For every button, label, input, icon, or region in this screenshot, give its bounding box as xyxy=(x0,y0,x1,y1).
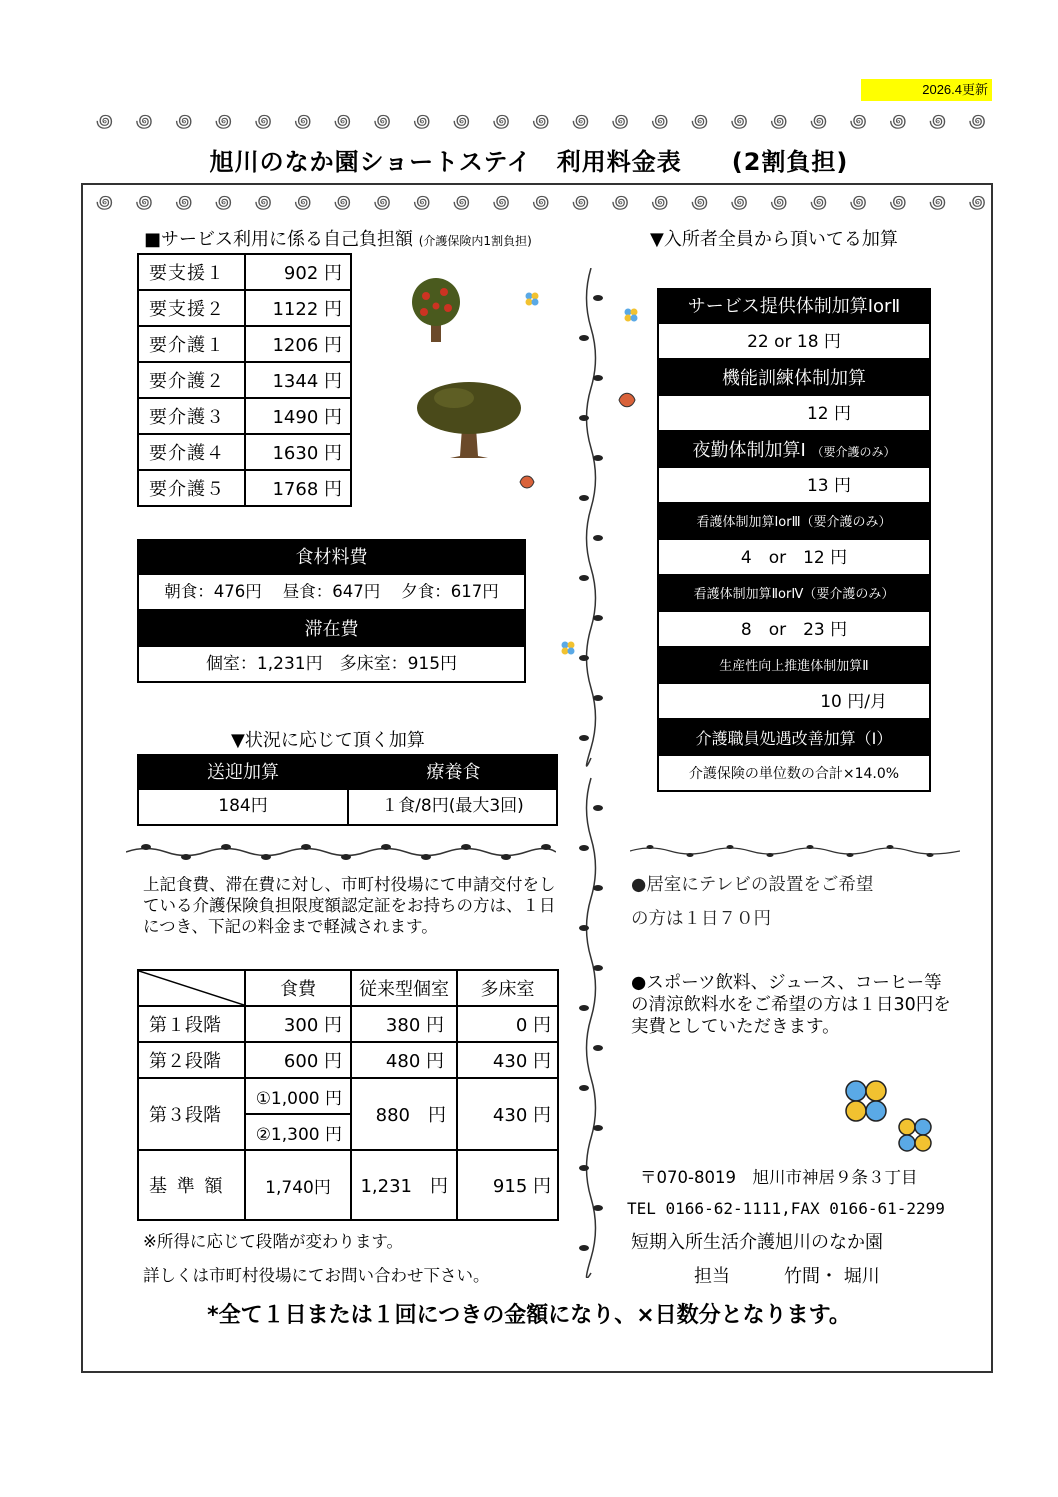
cloud-swirl-icon: ꩜ xyxy=(334,192,352,213)
all-residents-table xyxy=(657,288,931,792)
addition-value: 22 or 18 円 xyxy=(657,324,931,360)
dinner-price: 夕食：617円 xyxy=(401,582,499,601)
leaf-icon xyxy=(616,389,638,415)
addition-header: サービス提供体制加算ⅠorⅡ xyxy=(657,288,931,324)
care-level-fee: 1344 円 xyxy=(245,362,351,398)
cloud-swirl-icon: ꩜ xyxy=(611,111,629,132)
decorative-border-top xyxy=(96,108,986,134)
flower-icon xyxy=(524,291,540,311)
leaf-icon xyxy=(517,472,537,496)
cloud-swirl-icon: ꩜ xyxy=(175,111,193,132)
stage-label: 第１段階 xyxy=(138,1006,245,1042)
footer-note: *全て１日または１回につきの金額になり、×日数分となります。 xyxy=(207,1303,851,1328)
table-row xyxy=(138,398,351,434)
addition-header: 機能訓練体制加算 xyxy=(657,360,931,396)
cloud-swirl-icon: ꩜ xyxy=(611,192,629,213)
cloud-swirl-icon: ꩜ xyxy=(968,192,986,213)
table-row xyxy=(138,362,351,398)
cloud-swirl-icon: ꩜ xyxy=(889,192,907,213)
cloud-swirl-icon: ꩜ xyxy=(492,111,510,132)
stay-header: 滞在費 xyxy=(137,611,526,647)
shared-room-cost: 0 円 xyxy=(457,1006,558,1042)
food-cost: ②1,300 円 xyxy=(245,1114,351,1150)
shared-room-cost: 430 円 xyxy=(457,1042,558,1078)
cloud-swirl-icon: ꩜ xyxy=(572,111,590,132)
cloud-swirl-icon: ꩜ xyxy=(651,192,669,213)
column-header: 多床室 xyxy=(457,970,558,1006)
flower-icon xyxy=(896,1116,934,1158)
shared-room-cost: 430 円 xyxy=(457,1078,558,1150)
diagonal-header-cell xyxy=(138,970,245,1006)
inquiry-note: 詳しくは市町村役場にてお問い合わせ下さい。 xyxy=(143,1266,490,1285)
stage-label: 基 準 額 xyxy=(138,1150,245,1220)
care-level-label: 要介護５ xyxy=(138,470,245,506)
lunch-price: 昼食：647円 xyxy=(282,582,381,601)
table-row xyxy=(138,290,351,326)
care-level-fee: 1122 円 xyxy=(245,290,351,326)
cloud-swirl-icon: ꩜ xyxy=(849,111,867,132)
tv-info-line2: の方は１日７０円 xyxy=(631,909,771,929)
tv-info-line1: ●居室にテレビの設置をご希望 xyxy=(631,875,874,895)
cloud-swirl-icon: ꩜ xyxy=(810,192,828,213)
cloud-swirl-icon: ꩜ xyxy=(453,111,471,132)
addition-value: 10 円/月 xyxy=(657,684,931,720)
table-row xyxy=(138,1078,558,1114)
cloud-swirl-icon: ꩜ xyxy=(770,192,788,213)
cloud-swirl-icon: ꩜ xyxy=(254,192,272,213)
care-level-label: 要介護３ xyxy=(138,398,245,434)
food-cost: 1,740円 xyxy=(245,1150,351,1220)
table-row xyxy=(138,1006,558,1042)
flower-icon xyxy=(843,1078,889,1128)
breakfast-price: 朝食：476円 xyxy=(164,582,262,601)
facility-name: 短期入所生活介護旭川のなか園 xyxy=(631,1232,883,1253)
cloud-swirl-icon: ꩜ xyxy=(889,111,907,132)
private-room-cost: 380 円 xyxy=(351,1006,457,1042)
cloud-swirl-icon: ꩜ xyxy=(135,111,153,132)
cloud-swirl-icon: ꩜ xyxy=(968,111,986,132)
cloud-swirl-icon: ꩜ xyxy=(730,111,748,132)
cloud-swirl-icon: ꩜ xyxy=(373,192,391,213)
all-residents-heading: ▼入所者全員から頂いてる加算 xyxy=(650,229,898,250)
flower-icon xyxy=(623,307,639,327)
cloud-swirl-icon: ꩜ xyxy=(929,111,947,132)
care-level-label: 要介護４ xyxy=(138,434,245,470)
cloud-swirl-icon: ꩜ xyxy=(254,111,272,132)
addition-header xyxy=(657,432,931,468)
food-stay-table xyxy=(137,539,526,683)
cloud-swirl-icon: ꩜ xyxy=(294,192,312,213)
update-date: 2026.4更新 xyxy=(861,79,992,101)
cloud-swirl-icon: ꩜ xyxy=(96,192,114,213)
therapeutic-meal-header: 療養食 xyxy=(349,754,558,790)
cloud-swirl-icon: ꩜ xyxy=(294,111,312,132)
transport-header: 送迎加算 xyxy=(137,754,349,790)
table-row xyxy=(138,326,351,362)
addition-value: 8 or 23 円 xyxy=(657,612,931,648)
phone-fax: TEL 0166-62-1111,FAX 0166-61-2299 xyxy=(627,1199,945,1218)
page-title: 旭川のなか園ショートステイ 利用料金表 (2割負担) xyxy=(209,148,849,176)
care-level-fee: 1768 円 xyxy=(245,470,351,506)
situational-heading: ▼状況に応じて頂く加算 xyxy=(231,730,425,751)
vine-icon xyxy=(126,843,556,865)
table-row xyxy=(138,434,351,470)
therapeutic-meal-fee: １食/8円(最大3回) xyxy=(349,790,558,826)
self-pay-heading xyxy=(144,225,532,251)
cloud-swirl-icon: ꩜ xyxy=(373,111,391,132)
cloud-swirl-icon: ꩜ xyxy=(532,111,550,132)
cloud-swirl-icon: ꩜ xyxy=(810,111,828,132)
cloud-swirl-icon: ꩜ xyxy=(929,192,947,213)
column-header: 従来型個室 xyxy=(351,970,457,1006)
drinks-info: ●スポーツ飲料、ジュース、コーヒー等の清涼飲料水をご希望の方は１日30円を実費としていただきます。 xyxy=(631,973,951,1037)
cloud-swirl-icon: ꩜ xyxy=(96,111,114,132)
care-level-fee: 1630 円 xyxy=(245,434,351,470)
cloud-swirl-icon: ꩜ xyxy=(730,192,748,213)
addition-header: 介護職員処遇改善加算（Ⅰ） xyxy=(657,720,931,756)
addition-header: 生産性向上推進体制加算Ⅱ xyxy=(657,648,931,684)
addition-value: 4 or 12 円 xyxy=(657,540,931,576)
stage-label: 第２段階 xyxy=(138,1042,245,1078)
private-room-cost: 480 円 xyxy=(351,1042,457,1078)
cloud-swirl-icon: ꩜ xyxy=(453,192,471,213)
cloud-swirl-icon: ꩜ xyxy=(135,192,153,213)
addition-value: 12 円 xyxy=(657,396,931,432)
care-level-fee: 902 円 xyxy=(245,254,351,290)
care-level-label: 要支援１ xyxy=(138,254,245,290)
addition-value: 介護保険の単位数の合計×14.0% xyxy=(657,756,931,792)
stay-price: 個室：1,231円 多床室：915円 xyxy=(137,647,526,683)
stage-label: 第３段階 xyxy=(138,1078,245,1150)
cloud-swirl-icon: ꩜ xyxy=(413,192,431,213)
addition-header: 看護体制加算ⅡorⅣ（要介護のみ） xyxy=(657,576,931,612)
care-level-label: 要介護１ xyxy=(138,326,245,362)
private-room-cost: 880 円 xyxy=(351,1078,457,1150)
cloud-swirl-icon: ꩜ xyxy=(215,192,233,213)
addition-header: 看護体制加算ⅠorⅢ（要介護のみ） xyxy=(657,504,931,540)
table-row xyxy=(138,1150,558,1220)
cloud-swirl-icon: ꩜ xyxy=(413,111,431,132)
column-header: 食費 xyxy=(245,970,351,1006)
care-level-label: 要支援２ xyxy=(138,290,245,326)
food-cost: ①1,000 円 xyxy=(245,1078,351,1114)
apple-tree-icon xyxy=(402,276,470,344)
staff-contact: 担当 竹間・ 堀川 xyxy=(694,1266,880,1287)
table-row xyxy=(138,970,558,1006)
flower-icon xyxy=(560,640,576,660)
table-row xyxy=(138,470,351,506)
food-header: 食材料費 xyxy=(137,539,526,575)
cloud-swirl-icon: ꩜ xyxy=(651,111,669,132)
table-row xyxy=(138,1042,558,1078)
situational-table xyxy=(137,754,558,826)
food-cost: 300 円 xyxy=(245,1006,351,1042)
shared-room-cost: 915 円 xyxy=(457,1150,558,1220)
address: 〒070-8019 旭川市神居９条３丁目 xyxy=(640,1168,918,1187)
private-room-cost: 1,231 円 xyxy=(351,1150,457,1220)
cloud-swirl-icon: ꩜ xyxy=(691,111,709,132)
cloud-swirl-icon: ꩜ xyxy=(334,111,352,132)
addition-header-note: （要介護のみ） xyxy=(811,445,896,459)
cloud-swirl-icon: ꩜ xyxy=(770,111,788,132)
reduction-table xyxy=(137,969,559,1221)
addition-value: 13 円 xyxy=(657,468,931,504)
cloud-swirl-icon: ꩜ xyxy=(691,192,709,213)
vine-icon xyxy=(578,268,604,1282)
self-pay-heading-note: (介護保険内1割負担) xyxy=(418,234,532,248)
self-pay-table xyxy=(137,253,352,507)
care-level-fee: 1490 円 xyxy=(245,398,351,434)
cloud-swirl-icon: ꩜ xyxy=(532,192,550,213)
care-level-fee: 1206 円 xyxy=(245,326,351,362)
cloud-swirl-icon: ꩜ xyxy=(215,111,233,132)
care-level-label: 要介護２ xyxy=(138,362,245,398)
decorative-border-inner xyxy=(96,189,986,215)
meal-prices xyxy=(137,575,526,611)
income-note: ※所得に応じて段階が変わります。 xyxy=(143,1232,404,1251)
transport-fee: 184円 xyxy=(137,790,349,826)
cloud-swirl-icon: ꩜ xyxy=(572,192,590,213)
food-cost: 600 円 xyxy=(245,1042,351,1078)
cloud-swirl-icon: ꩜ xyxy=(175,192,193,213)
table-row xyxy=(138,254,351,290)
cloud-swirl-icon: ꩜ xyxy=(849,192,867,213)
tree-icon xyxy=(414,378,524,460)
reduction-paragraph: 上記食費、滞在費に対し、市町村役場にて申請交付をしている介護保険負担限度額認定証をお持ちの方は、１日につき、下記の料金まで軽減されます。 xyxy=(143,875,556,936)
self-pay-heading-text: ■サービス利用に係る自己負担額 xyxy=(144,229,414,250)
vine-icon xyxy=(630,843,960,863)
addition-header-text: 夜勤体制加算Ⅰ xyxy=(692,440,806,461)
cloud-swirl-icon: ꩜ xyxy=(492,192,510,213)
